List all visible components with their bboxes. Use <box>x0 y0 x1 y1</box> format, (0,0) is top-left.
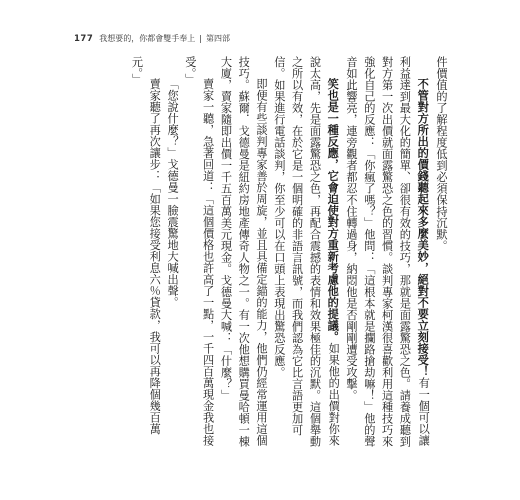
header-separator: | <box>199 34 202 43</box>
page-number: 177 <box>74 33 94 44</box>
text-span: 「您說什麼？」戈德曼一臉震驚地大喊出聲。 <box>166 78 180 309</box>
text-span: 賣家聽了再次讓步：「如果您接受利息六％貸款，我可以再降個幾百萬元。」 <box>130 56 162 435</box>
running-header <box>74 33 230 44</box>
text-span: 有一個可以讓利益達到最大化的簡單、卻很有效的技巧，那就是面露驚恐之色。請養成聽到對方第一次出價就面露驚恐之色的習慣。談判專家柯漢很喜歡利用這種技巧來強化自己的反應：「你瘋了嗎？」他問：「這根本就是攔路搶劫嘛！」他的聲音如此響亮，連旁觀者都忍不住轉過身，納悶他是否剛剛遭受攻擊。 <box>345 56 431 447</box>
bold-text-span: 不管對方所出的價錢聽起來多麼美妙，絕對不要立刻接受！ <box>416 78 431 378</box>
paragraph <box>342 56 432 448</box>
bold-text-span: 笑也是一種反應，它會迫使對方重新考慮他的提議。 <box>326 78 341 343</box>
paragraph <box>181 56 217 448</box>
part-label: 第四部 <box>205 34 230 43</box>
text-span: 即便有些談判專家善於周旋，並且具備定錨的能力，他們仍經常運用這個技巧。蘇爾．戈德曼是紐約房地產傳奇人物之一。有一次他想購買曼哈頓一棟大廈，賣家隨即出價一千五百萬美元現金。戈德曼大喊：「什麼？」 <box>219 56 269 447</box>
body-text <box>72 56 450 448</box>
text-span: 賣家一聽，急著回道：「這個價格也許高了一點，一千四百萬現金我也接受。」 <box>183 56 215 447</box>
text-span: 如果他的出價對你來說太高，先是面露驚恐之色，再配合震撼的表情和效果極佳的沉默。這個舉動之所以有效，在於它是一個明確的非語言訊號，而我們認為它比言語更加可信。如果進行電話談判，你至少可以在口頭上表現出驚恐反應。 <box>272 56 341 447</box>
paragraph <box>432 56 450 448</box>
paragraph <box>270 56 342 448</box>
book-title: 我想要的，你都會雙手奉上 <box>99 34 196 43</box>
paragraph <box>128 56 164 448</box>
paragraph <box>163 56 181 448</box>
paragraph <box>217 56 270 448</box>
text-span: 件價值的了解程度低到必須保持沉默。 <box>435 56 448 252</box>
